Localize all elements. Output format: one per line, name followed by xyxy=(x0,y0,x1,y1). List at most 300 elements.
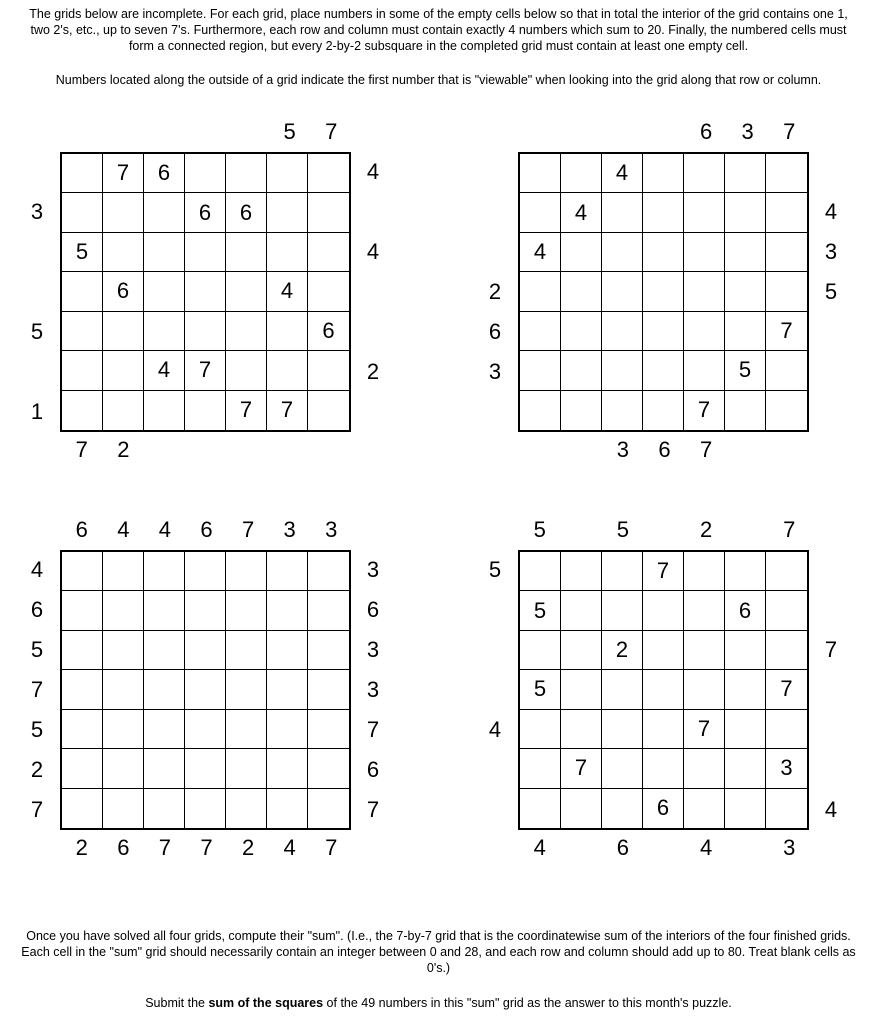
grid-cell xyxy=(144,391,185,430)
grid-cell xyxy=(684,591,725,630)
grid-cell: 4 xyxy=(520,233,561,272)
grid-cell: 7 xyxy=(226,391,267,430)
top-clue xyxy=(103,118,145,146)
right-clue xyxy=(816,590,846,630)
right-clue xyxy=(816,152,846,192)
right-clue: 7 xyxy=(366,717,380,742)
bottom-clue xyxy=(727,834,769,862)
grid-board xyxy=(60,152,351,432)
grid-cell xyxy=(766,391,807,430)
grid-cell xyxy=(185,312,226,351)
grid-cell xyxy=(520,193,561,232)
grid-cell xyxy=(103,591,144,630)
grid-cell xyxy=(103,749,144,788)
grid-cell xyxy=(561,631,602,670)
grid-cell xyxy=(226,272,267,311)
grid-cell xyxy=(308,154,349,193)
grid-cell xyxy=(185,233,226,272)
grid-cell xyxy=(643,193,684,232)
grid-cell xyxy=(561,552,602,591)
bottom-clue: 4 xyxy=(699,835,713,860)
grid-cell: 6 xyxy=(103,272,144,311)
grid-cell xyxy=(725,193,766,232)
bottom-clue: 2 xyxy=(241,835,255,860)
grid-cell xyxy=(308,193,349,232)
top-clue: 2 xyxy=(699,517,713,542)
grid-cell xyxy=(62,272,103,311)
grid-cell xyxy=(62,391,103,430)
grid-cell xyxy=(267,312,308,351)
puzzle-grid-2 xyxy=(488,119,838,462)
grid-cell xyxy=(520,154,561,193)
top-clue xyxy=(186,118,228,146)
left-clue: 1 xyxy=(30,399,44,424)
left-clue: 4 xyxy=(488,717,502,742)
top-clue: 4 xyxy=(158,517,172,542)
grid-cell xyxy=(520,312,561,351)
grid-cell xyxy=(520,710,561,749)
top-clue: 3 xyxy=(325,517,338,542)
left-clue xyxy=(22,352,52,392)
grid-cell xyxy=(62,631,103,670)
grid-cell xyxy=(643,710,684,749)
bottom-clue xyxy=(269,436,311,464)
grid-cell xyxy=(520,351,561,390)
grid-cell xyxy=(267,154,308,193)
top-clue: 7 xyxy=(783,517,796,542)
grid-cell xyxy=(185,789,226,828)
grid-cell xyxy=(561,312,602,351)
grid-cell xyxy=(267,591,308,630)
right-clue: 3 xyxy=(366,557,380,582)
grid-cell: 4 xyxy=(144,351,185,390)
top-clue xyxy=(144,118,186,146)
grid-cell xyxy=(643,591,684,630)
grid-cell xyxy=(226,312,267,351)
grid-cell xyxy=(561,154,602,193)
instructions-text: The grids below are incomplete. For each grid, place numbers in some of the empty cells below so that in total the interior of the grid contains one 1, two 2's, etc., up to seven 7's. Furthermore, each row and column must contain exactly 4 numbers which sum to 20. Finally, the numbered cells must form a connected region, but every 2-by-2 subsquare in the completed grid must contain at least one empty cell. xyxy=(29,7,848,53)
grid-cell xyxy=(103,312,144,351)
grid-cell xyxy=(62,552,103,591)
bottom-clue xyxy=(310,436,352,464)
grid-cell xyxy=(725,312,766,351)
grid-cell xyxy=(602,193,643,232)
grid-cell xyxy=(226,233,267,272)
grid-cell xyxy=(62,154,103,193)
grid-cell xyxy=(267,789,308,828)
grid-cell xyxy=(725,789,766,828)
grid-cell xyxy=(185,710,226,749)
right-clue: 4 xyxy=(824,797,838,822)
grid-cell xyxy=(144,312,185,351)
grid-cell xyxy=(520,552,561,591)
grid-cell xyxy=(226,710,267,749)
grid-cell: 7 xyxy=(103,154,144,193)
left-clue: 2 xyxy=(488,279,502,304)
top-clue: 6 xyxy=(699,119,713,144)
grid-cell xyxy=(185,631,226,670)
left-clue: 7 xyxy=(30,797,44,822)
right-clue xyxy=(358,272,388,312)
left-clue xyxy=(480,590,510,630)
top-clue: 5 xyxy=(283,119,296,144)
grid-cell xyxy=(520,391,561,430)
grid-cell xyxy=(308,233,349,272)
grid-cell xyxy=(602,272,643,311)
right-clue xyxy=(358,392,388,432)
grid-cell xyxy=(103,710,144,749)
grid-cell xyxy=(308,391,349,430)
grid-cell: 6 xyxy=(643,789,684,828)
top-clue: 5 xyxy=(533,517,546,542)
grid-cell xyxy=(226,154,267,193)
grid-cell: 4 xyxy=(602,154,643,193)
top-clue: 6 xyxy=(200,517,213,542)
grid-cell xyxy=(62,789,103,828)
right-clue xyxy=(358,192,388,232)
grid-cell xyxy=(684,789,725,828)
grid-cell: 7 xyxy=(267,391,308,430)
grid-cell xyxy=(226,631,267,670)
grid-cell xyxy=(684,631,725,670)
right-clue: 7 xyxy=(824,637,838,662)
grid-cell xyxy=(308,591,349,630)
grid-cell xyxy=(185,391,226,430)
grid-cell xyxy=(684,670,725,709)
grid-cell xyxy=(267,749,308,788)
grid-cell xyxy=(684,312,725,351)
right-clue xyxy=(358,312,388,352)
grid-cell xyxy=(103,351,144,390)
grid-cell xyxy=(520,631,561,670)
grid-cell: 6 xyxy=(308,312,349,351)
left-clue xyxy=(22,232,52,272)
left-clue xyxy=(480,750,510,790)
grid-cell xyxy=(725,391,766,430)
grid-cell xyxy=(520,272,561,311)
right-clue: 5 xyxy=(824,279,838,304)
bottom-clue: 4 xyxy=(283,835,296,860)
top-clue xyxy=(561,516,603,544)
bottom-clue: 6 xyxy=(117,835,130,860)
right-clue: 4 xyxy=(824,199,838,224)
grid-cell xyxy=(766,631,807,670)
top-clue: 6 xyxy=(75,517,88,542)
grid-cell: 5 xyxy=(520,591,561,630)
left-clue xyxy=(480,630,510,670)
grid-cell xyxy=(766,272,807,311)
grid-cell xyxy=(684,552,725,591)
grid-cell xyxy=(561,351,602,390)
left-clue xyxy=(22,152,52,192)
grid-cell xyxy=(561,710,602,749)
grid-cell xyxy=(185,591,226,630)
grid-cell xyxy=(561,789,602,828)
grid-cell xyxy=(602,670,643,709)
grid-cell xyxy=(144,272,185,311)
grid-cell xyxy=(602,552,643,591)
left-clue: 5 xyxy=(30,637,44,662)
grid-cell xyxy=(602,591,643,630)
grid-cell: 4 xyxy=(561,193,602,232)
grid-cell xyxy=(725,233,766,272)
grid-cell xyxy=(766,233,807,272)
grid-cell xyxy=(185,552,226,591)
bottom-clue: 3 xyxy=(783,835,796,860)
submit-text-bold: sum of the squares xyxy=(208,996,324,1010)
left-clue xyxy=(480,152,510,192)
grid-cell: 4 xyxy=(267,272,308,311)
viewable-note: Numbers located along the outside of a grid indicate the first number that is "viewable" when looking into the grid along that row or column. xyxy=(55,73,822,87)
grid-cell xyxy=(561,272,602,311)
bottom-clue: 2 xyxy=(75,835,88,860)
right-clue: 3 xyxy=(366,637,380,662)
grid-cell xyxy=(766,591,807,630)
top-clue: 7 xyxy=(783,119,796,144)
right-clue: 3 xyxy=(824,239,838,264)
right-clue xyxy=(816,392,846,432)
grid-cell xyxy=(267,710,308,749)
grid-cell xyxy=(62,312,103,351)
grid-cell xyxy=(103,670,144,709)
grid-cell: 3 xyxy=(766,749,807,788)
bottom-clue xyxy=(519,436,561,464)
grid-cell xyxy=(602,391,643,430)
grid-cell xyxy=(643,272,684,311)
grid-cell: 7 xyxy=(185,351,226,390)
bottom-clue: 7 xyxy=(158,835,172,860)
left-clue: 7 xyxy=(30,677,44,702)
right-clue: 6 xyxy=(366,757,380,782)
grid-cell: 6 xyxy=(185,193,226,232)
grid-cell xyxy=(643,351,684,390)
bottom-clue: 6 xyxy=(658,437,671,462)
bottom-clue xyxy=(186,436,228,464)
grid-cell xyxy=(520,789,561,828)
bottom-clue: 4 xyxy=(533,835,546,860)
grid-cell xyxy=(144,552,185,591)
puzzle-grid-3 xyxy=(30,517,380,860)
grid-cell xyxy=(144,591,185,630)
grid-cell xyxy=(561,391,602,430)
top-clue: 3 xyxy=(283,517,296,542)
grid-cell xyxy=(62,591,103,630)
top-clue xyxy=(561,118,603,146)
grid-cell xyxy=(103,233,144,272)
bottom-clue xyxy=(727,436,769,464)
grid-cell xyxy=(308,710,349,749)
grid-cell xyxy=(684,233,725,272)
grid-cell xyxy=(144,749,185,788)
grid-cell xyxy=(185,749,226,788)
grid-board xyxy=(60,550,351,830)
bottom-clue: 6 xyxy=(616,835,630,860)
grid-cell xyxy=(684,154,725,193)
grid-cell xyxy=(144,710,185,749)
grid-cell: 5 xyxy=(62,233,103,272)
grid-cell: 2 xyxy=(602,631,643,670)
grid-cell xyxy=(643,154,684,193)
submit-text-end: of the 49 numbers in this "sum" grid as the answer to this month's puzzle. xyxy=(323,996,732,1010)
grid-cell xyxy=(62,193,103,232)
left-clue: 5 xyxy=(488,557,502,582)
grid-cell xyxy=(643,312,684,351)
grid-cell xyxy=(267,351,308,390)
grid-cell xyxy=(602,749,643,788)
grid-cell xyxy=(185,154,226,193)
grid-cell xyxy=(267,193,308,232)
right-clue xyxy=(816,670,846,710)
grid-cell xyxy=(226,789,267,828)
grid-cell xyxy=(766,351,807,390)
bottom-clue: 7 xyxy=(325,835,338,860)
grid-cell xyxy=(185,670,226,709)
top-clue: 7 xyxy=(325,119,338,144)
right-clue xyxy=(816,710,846,750)
submit-text-start: Submit the xyxy=(145,996,209,1010)
grid-cell xyxy=(62,710,103,749)
grid-cell xyxy=(226,749,267,788)
left-clue: 6 xyxy=(488,319,502,344)
grid-board xyxy=(518,550,809,830)
bottom-clue xyxy=(144,436,186,464)
top-clue: 7 xyxy=(241,517,255,542)
grid-cell xyxy=(226,670,267,709)
grid-cell: 7 xyxy=(766,670,807,709)
grid-cell xyxy=(602,710,643,749)
sum-instructions-text: Once you have solved all four grids, compute their "sum". (I.e., the 7-by-7 grid that is the coordinatewise sum of the interiors of the four finished grids. Each cell in the "sum" grid should necessarily contain an integer between 0 and 28, and each row and column should add up to 80. Treat blank cells as 0's.) xyxy=(21,929,856,975)
grid-cell xyxy=(602,789,643,828)
grid-cell xyxy=(520,749,561,788)
top-clue xyxy=(61,118,103,146)
grid-cell xyxy=(684,272,725,311)
grid-cell xyxy=(103,631,144,670)
grid-cell xyxy=(766,154,807,193)
top-clue xyxy=(644,118,686,146)
grid-cell: 7 xyxy=(643,552,684,591)
grid-cell xyxy=(684,351,725,390)
grid-cell: 6 xyxy=(226,193,267,232)
right-clue: 4 xyxy=(366,239,380,264)
grid-cell xyxy=(602,312,643,351)
grid-cell: 7 xyxy=(766,312,807,351)
grid-cell xyxy=(144,233,185,272)
bottom-clue: 7 xyxy=(75,437,88,462)
left-clue: 3 xyxy=(488,359,502,384)
grid-cell xyxy=(643,670,684,709)
grid-cell xyxy=(725,631,766,670)
grid-cell xyxy=(103,552,144,591)
left-clue xyxy=(480,790,510,830)
right-clue xyxy=(816,550,846,590)
grid-cell xyxy=(144,789,185,828)
grid-cell xyxy=(144,670,185,709)
submit-instructions xyxy=(10,995,867,1011)
grid-cell xyxy=(62,670,103,709)
grid-cell xyxy=(144,193,185,232)
right-clue: 4 xyxy=(366,159,380,184)
left-clue: 6 xyxy=(30,597,44,622)
grid-cell xyxy=(62,749,103,788)
grid-cell xyxy=(684,749,725,788)
right-clue: 6 xyxy=(366,597,380,622)
grid-cell xyxy=(185,272,226,311)
grid-cell xyxy=(308,351,349,390)
grid-cell xyxy=(226,591,267,630)
bottom-clue xyxy=(227,436,269,464)
grid-cell xyxy=(766,193,807,232)
grid-cell xyxy=(725,710,766,749)
bottom-clue xyxy=(561,436,603,464)
left-clue: 2 xyxy=(30,757,44,782)
grid-cell xyxy=(267,670,308,709)
grid-cell xyxy=(725,749,766,788)
bottom-clue: 7 xyxy=(200,835,213,860)
left-clue: 5 xyxy=(30,319,44,344)
puzzle-grid-4 xyxy=(488,517,838,860)
grid-cell xyxy=(226,552,267,591)
grid-cell xyxy=(561,591,602,630)
grid-cell xyxy=(308,272,349,311)
grid-cell xyxy=(725,670,766,709)
grid-cell xyxy=(267,552,308,591)
grid-cell xyxy=(308,631,349,670)
bottom-clue xyxy=(768,436,810,464)
left-clue: 3 xyxy=(30,199,44,224)
left-clue xyxy=(22,272,52,312)
grid-cell: 7 xyxy=(684,710,725,749)
grid-cell xyxy=(684,193,725,232)
top-clue: 3 xyxy=(741,119,754,144)
top-clue: 4 xyxy=(117,517,130,542)
left-clue xyxy=(480,192,510,232)
top-clue xyxy=(727,516,769,544)
right-clue: 3 xyxy=(366,677,380,702)
right-clue: 7 xyxy=(366,797,380,822)
bottom-clue: 3 xyxy=(616,437,630,462)
grid-cell: 7 xyxy=(561,749,602,788)
puzzle-grid-1 xyxy=(30,119,380,462)
left-clue xyxy=(480,670,510,710)
right-clue xyxy=(816,312,846,352)
grid-cell xyxy=(766,789,807,828)
grid-cell: 7 xyxy=(684,391,725,430)
grid-cell xyxy=(308,670,349,709)
top-clue: 5 xyxy=(616,517,630,542)
grid-cell: 6 xyxy=(144,154,185,193)
grid-cell xyxy=(725,552,766,591)
grid-cell xyxy=(766,552,807,591)
grid-cell xyxy=(725,272,766,311)
grid-cell xyxy=(226,351,267,390)
grid-cell xyxy=(643,749,684,788)
grid-cell xyxy=(308,749,349,788)
left-clue xyxy=(480,392,510,432)
bottom-clue: 7 xyxy=(699,437,713,462)
grid-cell xyxy=(561,670,602,709)
top-clue xyxy=(519,118,561,146)
right-clue xyxy=(816,352,846,392)
grid-cell xyxy=(267,233,308,272)
grid-cell xyxy=(643,391,684,430)
grid-cell: 5 xyxy=(520,670,561,709)
grid-cell xyxy=(643,631,684,670)
grid-cell xyxy=(602,351,643,390)
grid-cell xyxy=(62,351,103,390)
bottom-clue xyxy=(561,834,603,862)
grid-cell xyxy=(308,789,349,828)
grid-cell xyxy=(725,154,766,193)
